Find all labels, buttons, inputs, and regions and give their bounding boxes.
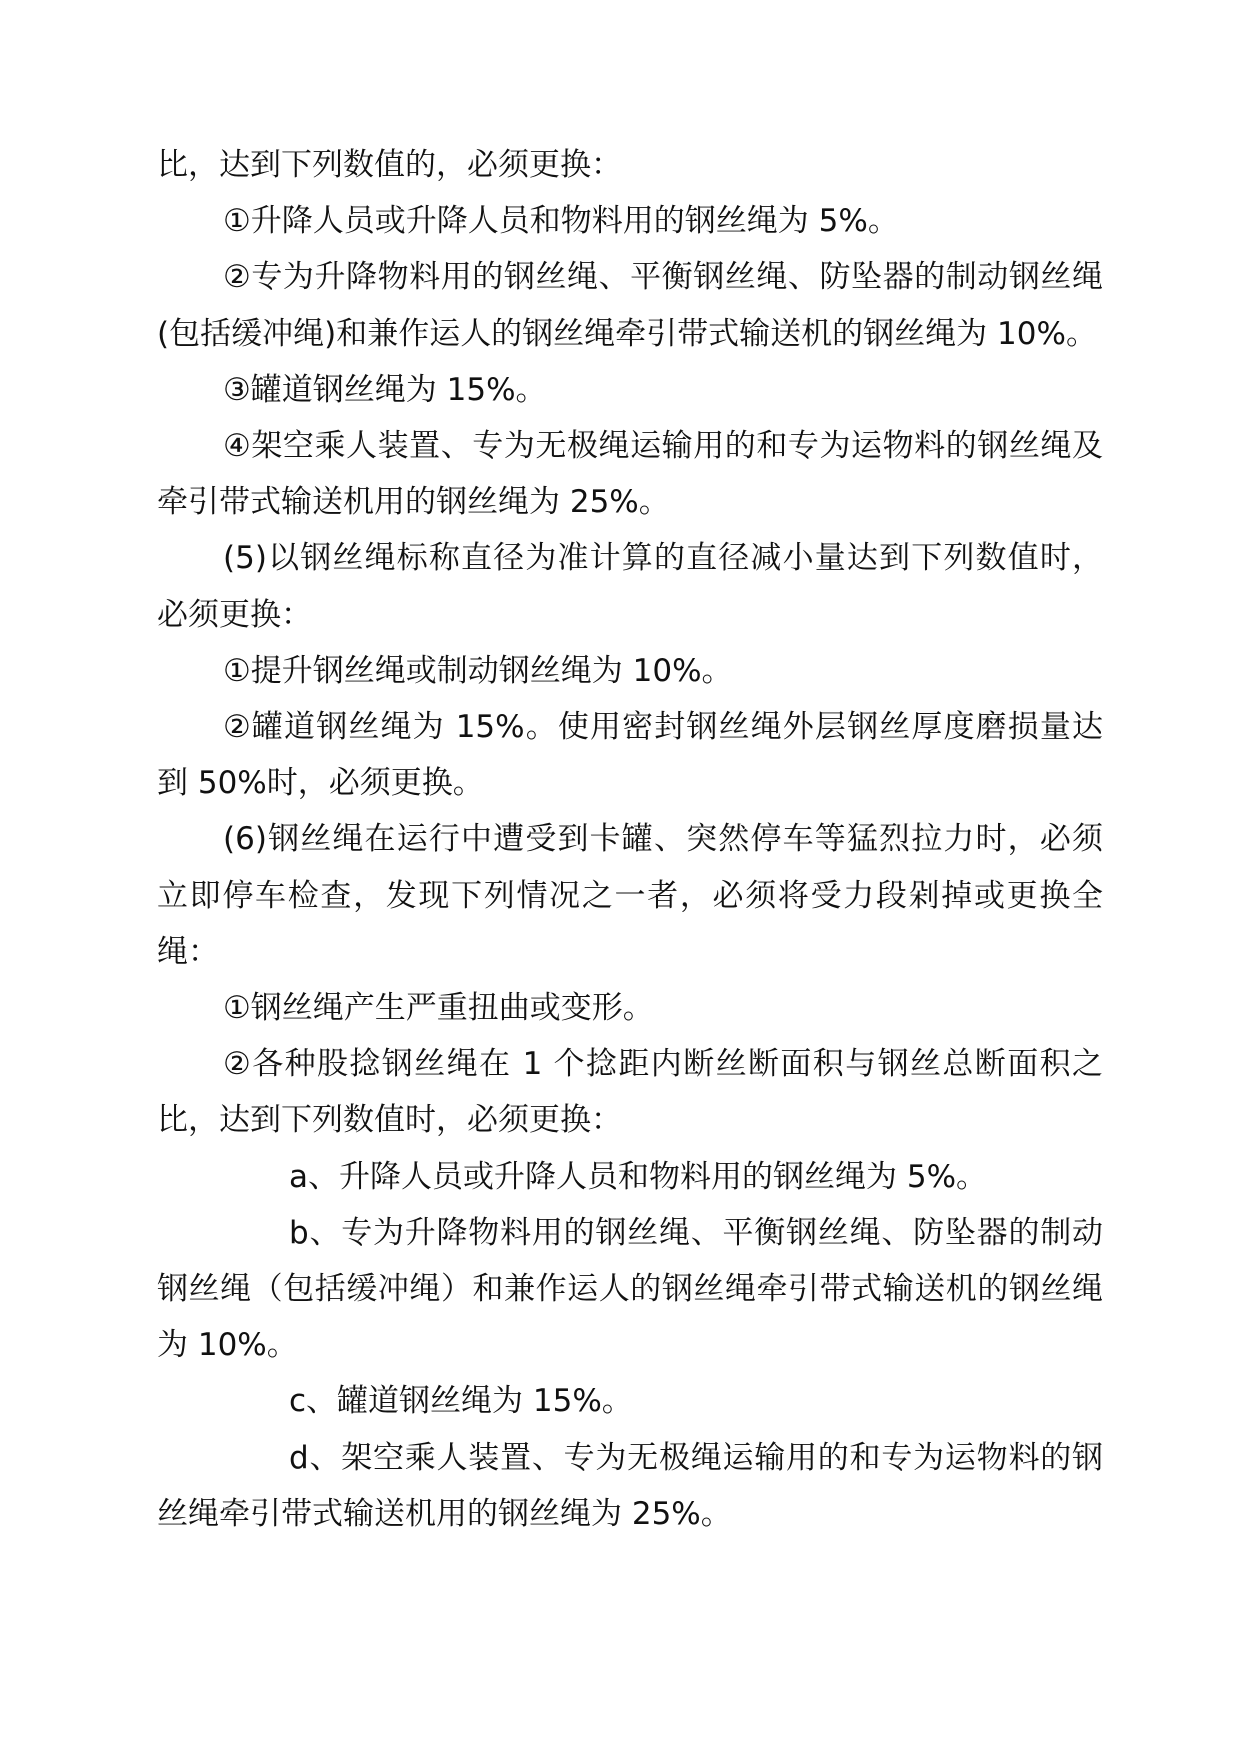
paragraph: d、架空乘人装置、专为无极绳运输用的和专为运物料的钢丝绳牵引带式输送机用的钢丝绳为 25%。 xyxy=(157,1439,1103,1532)
paragraph: c、罐道钢丝绳为 15%。 xyxy=(289,1383,633,1420)
paragraph: 比，达到下列数值的，必须更换： xyxy=(157,147,622,183)
paragraph: ②各种股捻钢丝绳在 1 个捻距内断丝断面积与钢丝总断面积之比，达到下列数值时，必须更换： xyxy=(157,1046,1103,1139)
paragraph: (6)钢丝绳在运行中遭受到卡罐、突然停车等猛烈拉力时，必须立即停车检查，发现下列情况之一者，必须将受力段剁掉或更换全绳： xyxy=(157,821,1103,970)
paragraph: ②罐道钢丝绳为 15%。使用密封钢丝绳外层钢丝厚度磨损量达到 50%时，必须更换。 xyxy=(157,709,1103,802)
paragraph: (5)以钢丝绳标称直径为准计算的直径减小量达到下列数值时，必须更换： xyxy=(157,540,1103,633)
paragraph: b、专为升降物料用的钢丝绳、平衡钢丝绳、防坠器的制动钢丝绳（包括缓冲绳）和兼作运人的钢丝绳牵引带式输送机的钢丝绳为 10%。 xyxy=(157,1214,1103,1364)
paragraph: ①钢丝绳产生严重扭曲或变形。 xyxy=(223,990,654,1027)
paragraph: ②专为升降物料用的钢丝绳、平衡钢丝绳、防坠器的制动钢丝绳(包括缓冲绳)和兼作运人的钢丝绳牵引带式输送机的钢丝绳为 10%。 xyxy=(157,259,1103,352)
paragraph: ①提升钢丝绳或制动钢丝绳为 10%。 xyxy=(223,652,733,689)
paragraph: ①升降人员或升降人员和物料用的钢丝绳为 5%。 xyxy=(223,203,899,240)
paragraph: ④架空乘人装置、专为无极绳运输用的和专为运物料的钢丝绳及牵引带式输送机用的钢丝绳为 25%。 xyxy=(157,428,1103,521)
paragraph: ③罐道钢丝绳为 15%。 xyxy=(223,371,547,408)
paragraph: a、升降人员或升降人员和物料用的钢丝绳为 5%。 xyxy=(289,1158,988,1195)
document-body xyxy=(157,137,1103,1542)
